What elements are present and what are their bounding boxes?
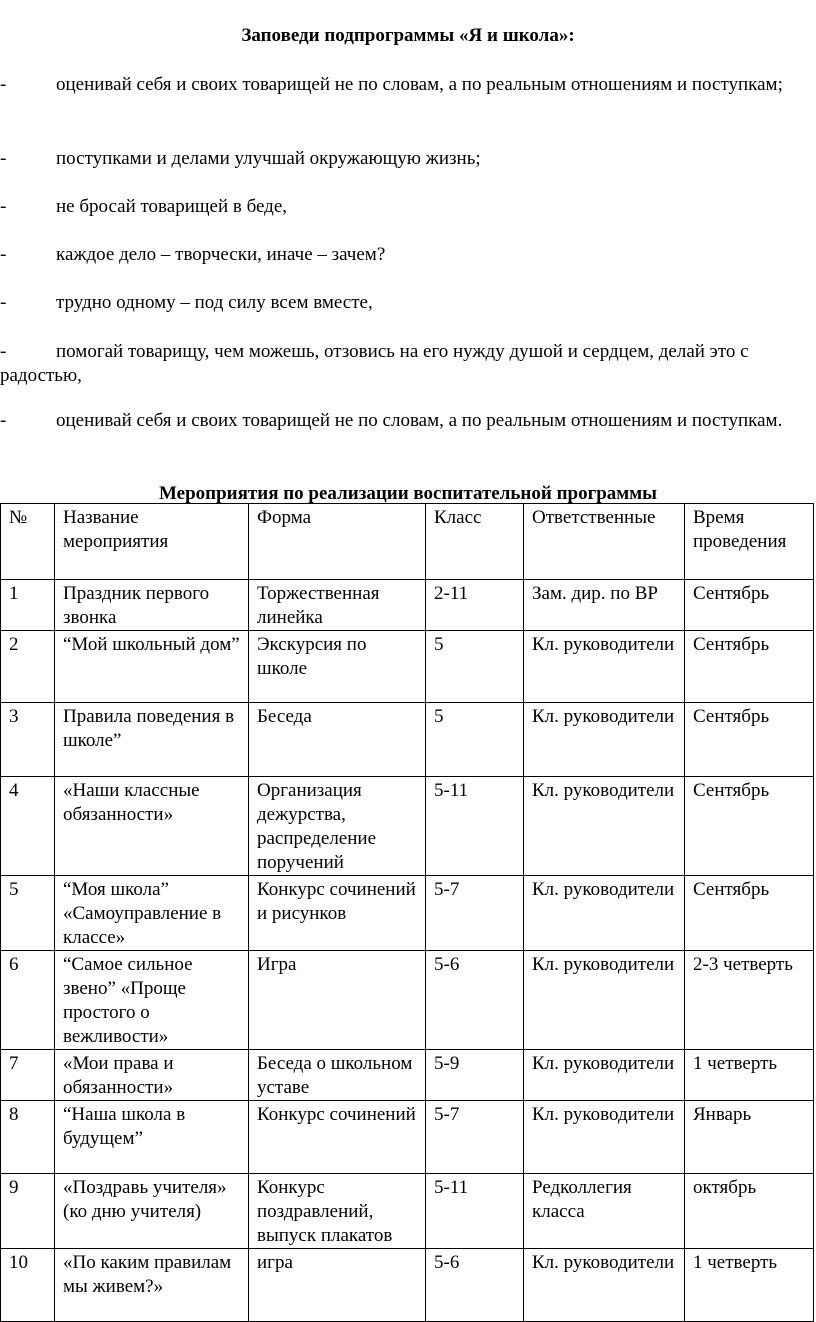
document-heading: Заповеди подпрограммы «Я и школа»: bbox=[241, 25, 575, 46]
header-class: Класс bbox=[426, 504, 524, 580]
cell-time: 2-3 четверть bbox=[685, 951, 814, 1050]
cell-time: 1 четверть bbox=[685, 1249, 814, 1322]
cell-form: Торжественная линейка bbox=[249, 580, 426, 631]
cell-time: Сентябрь bbox=[685, 777, 814, 876]
table-row bbox=[1, 1101, 814, 1174]
cell-form: Конкурс поздравлений, выпуск плакатов bbox=[249, 1174, 426, 1249]
cell-responsible: Кл. руководители bbox=[524, 631, 685, 703]
commandment-item bbox=[0, 73, 812, 97]
list-dash: - bbox=[0, 341, 7, 362]
cell-responsible: Зам. дир. по ВР bbox=[524, 580, 685, 631]
cell-form: Конкурс сочинений и рисунков bbox=[249, 876, 426, 951]
cell-number: 7 bbox=[1, 1050, 55, 1101]
commandment-text: поступками и делами улучшай окружающую жизнь; bbox=[56, 148, 481, 169]
table-row bbox=[1, 580, 814, 631]
cell-class: 5 bbox=[426, 631, 524, 703]
table-row bbox=[1, 1174, 814, 1249]
cell-form: игра bbox=[249, 1249, 426, 1322]
cell-name: «Поздравь учителя» (ко дню учителя) bbox=[55, 1174, 249, 1249]
cell-class: 2-11 bbox=[426, 580, 524, 631]
cell-time: Сентябрь bbox=[685, 703, 814, 777]
cell-name: «Наши классные обязанности» bbox=[55, 777, 249, 876]
list-dash: - bbox=[0, 292, 7, 313]
header-time: Время проведения bbox=[685, 504, 814, 580]
cell-form: Игра bbox=[249, 951, 426, 1050]
commandment-text: не бросай товарищей в беде, bbox=[56, 196, 288, 217]
cell-class: 5 bbox=[426, 703, 524, 777]
cell-responsible: Редколлегия класса bbox=[524, 1174, 685, 1249]
cell-form: Организация дежурства, распределение поручений bbox=[249, 777, 426, 876]
commandment-text: оценивай себя и своих товарищей не по словам, а по реальным отношениям и поступкам. bbox=[56, 410, 783, 431]
cell-form: Экскурсия по школе bbox=[249, 631, 426, 703]
cell-number: 5 bbox=[1, 876, 55, 951]
cell-number: 2 bbox=[1, 631, 55, 703]
header-number: № bbox=[1, 504, 55, 580]
cell-class: 5-6 bbox=[426, 951, 524, 1050]
cell-number: 6 bbox=[1, 951, 55, 1050]
cell-name: “Самое сильное звено” «Проще простого о вежливости» bbox=[55, 951, 249, 1050]
cell-class: 5-6 bbox=[426, 1249, 524, 1322]
table-row bbox=[1, 631, 814, 703]
events-table bbox=[0, 503, 814, 1322]
list-dash: - bbox=[0, 148, 7, 169]
cell-time: Январь bbox=[685, 1101, 814, 1174]
header-name: Название мероприятия bbox=[55, 504, 249, 580]
cell-number: 4 bbox=[1, 777, 55, 876]
cell-time: Сентябрь bbox=[685, 580, 814, 631]
cell-class: 5-9 bbox=[426, 1050, 524, 1101]
commandment-text: помогай товарищу, чем можешь, отзовись на его нужду душой и сердцем, делай это с радостью, bbox=[0, 341, 749, 386]
commandment-text: трудно одному – под силу всем вместе, bbox=[56, 292, 373, 313]
table-row bbox=[1, 951, 814, 1050]
list-dash: - bbox=[0, 244, 7, 265]
table-header-row bbox=[1, 504, 814, 580]
header-responsible: Ответственные bbox=[524, 504, 685, 580]
cell-name: «Мои права и обязанности» bbox=[55, 1050, 249, 1101]
table-row bbox=[1, 876, 814, 951]
commandment-item bbox=[0, 340, 812, 388]
cell-form: Беседа о школьном уставе bbox=[249, 1050, 426, 1101]
cell-time: октябрь bbox=[685, 1174, 814, 1249]
cell-class: 5-11 bbox=[426, 777, 524, 876]
commandment-item bbox=[0, 291, 812, 315]
table-row bbox=[1, 703, 814, 777]
cell-responsible: Кл. руководители bbox=[524, 876, 685, 951]
cell-number: 9 bbox=[1, 1174, 55, 1249]
commandment-item bbox=[0, 409, 812, 433]
cell-time: Сентябрь bbox=[685, 631, 814, 703]
cell-form: Беседа bbox=[249, 703, 426, 777]
list-dash: - bbox=[0, 410, 7, 431]
table-row bbox=[1, 1249, 814, 1322]
table-row bbox=[1, 1050, 814, 1101]
list-dash: - bbox=[0, 74, 7, 95]
cell-responsible: Кл. руководители bbox=[524, 703, 685, 777]
cell-name: “Наша школа в будущем” bbox=[55, 1101, 249, 1174]
cell-number: 1 bbox=[1, 580, 55, 631]
cell-time: Сентябрь bbox=[685, 876, 814, 951]
cell-form: Конкурс сочинений bbox=[249, 1101, 426, 1174]
cell-responsible: Кл. руководители bbox=[524, 1249, 685, 1322]
cell-number: 10 bbox=[1, 1249, 55, 1322]
commandment-item bbox=[0, 147, 812, 171]
cell-name: Праздник первого звонка bbox=[55, 580, 249, 631]
commandment-text: каждое дело – творчески, иначе – зачем? bbox=[56, 244, 386, 265]
cell-time: 1 четверть bbox=[685, 1050, 814, 1101]
cell-name: “Мой школьный дом” bbox=[55, 631, 249, 703]
table-title: Мероприятия по реализации воспитательной программы bbox=[158, 483, 657, 504]
cell-responsible: Кл. руководители bbox=[524, 951, 685, 1050]
commandment-text: оценивай себя и своих товарищей не по словам, а по реальным отношениям и поступкам; bbox=[56, 74, 783, 95]
header-form: Форма bbox=[249, 504, 426, 580]
cell-name: «По каким правилам мы живем?» bbox=[55, 1249, 249, 1322]
list-dash: - bbox=[0, 196, 7, 217]
cell-name: “Моя школа” «Самоуправление в классе» bbox=[55, 876, 249, 951]
cell-number: 3 bbox=[1, 703, 55, 777]
cell-responsible: Кл. руководители bbox=[524, 777, 685, 876]
table-row bbox=[1, 777, 814, 876]
cell-number: 8 bbox=[1, 1101, 55, 1174]
commandment-item bbox=[0, 243, 812, 267]
cell-responsible: Кл. руководители bbox=[524, 1050, 685, 1101]
cell-class: 5-11 bbox=[426, 1174, 524, 1249]
cell-class: 5-7 bbox=[426, 1101, 524, 1174]
cell-class: 5-7 bbox=[426, 876, 524, 951]
cell-name: Правила поведения в школе” bbox=[55, 703, 249, 777]
commandment-item bbox=[0, 195, 812, 219]
cell-responsible: Кл. руководители bbox=[524, 1101, 685, 1174]
